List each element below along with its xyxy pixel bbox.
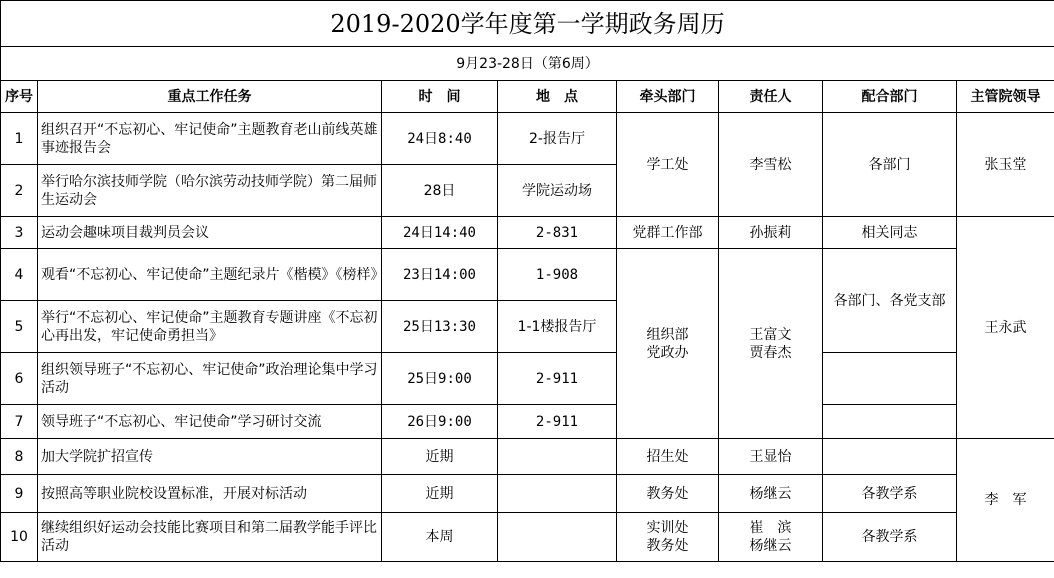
header-no: 序号 xyxy=(1,81,38,113)
coop-dept-cell xyxy=(823,439,957,475)
row-time: 25日13:30 xyxy=(382,301,498,353)
table-row xyxy=(1,113,1054,165)
row-no: 7 xyxy=(1,405,38,439)
row-time: 近期 xyxy=(382,439,498,475)
row-task: 组织召开“不忘初心、牢记使命”主题教育老山前线英雄事迹报告会 xyxy=(38,113,382,165)
row-place xyxy=(498,439,617,475)
owner-cell: 李雪松 xyxy=(719,113,823,217)
lead-dept-cell: 党群工作部 xyxy=(617,217,719,249)
owner-cell: 王显怡 xyxy=(719,439,823,475)
row-place: 2-831 xyxy=(498,217,617,249)
header-leader: 主管院领导 xyxy=(957,81,1054,113)
lead-dept-cell: 教务处 xyxy=(617,475,719,513)
document-title: 2019-2020学年度第一学期政务周历 xyxy=(1,1,1054,47)
table-row xyxy=(1,513,1054,562)
row-no: 4 xyxy=(1,249,38,301)
table-row xyxy=(1,353,1054,405)
header-row xyxy=(1,81,1054,113)
row-task: 继续组织好运动会技能比赛项目和第二届教学能手评比活动 xyxy=(38,513,382,562)
table-row xyxy=(1,249,1054,301)
row-time: 近期 xyxy=(382,475,498,513)
row-place: 2-911 xyxy=(498,405,617,439)
row-place: 2-报告厅 xyxy=(498,113,617,165)
row-time: 本周 xyxy=(382,513,498,562)
row-place: 学院运动场 xyxy=(498,165,617,217)
coop-dept-cell: 各部门 xyxy=(823,113,957,217)
row-task: 按照高等职业院校设置标准，开展对标活动 xyxy=(38,475,382,513)
lead-dept-cell: 学工处 xyxy=(617,113,719,217)
row-time: 24日8:40 xyxy=(382,113,498,165)
row-task: 举行哈尔滨技师学院（哈尔滨劳动技师学院）第二届师生运动会 xyxy=(38,165,382,217)
row-place xyxy=(498,513,617,562)
row-time: 26日9:00 xyxy=(382,405,498,439)
leader-cell: 王永武 xyxy=(957,217,1054,439)
header-place: 地 点 xyxy=(498,81,617,113)
row-task: 领导班子“不忘初心、牢记使命”学习研讨交流 xyxy=(38,405,382,439)
table-row xyxy=(1,475,1054,513)
row-place: 1-908 xyxy=(498,249,617,301)
row-time: 24日14:40 xyxy=(382,217,498,249)
table-row xyxy=(1,405,1054,439)
row-no: 3 xyxy=(1,217,38,249)
owner-cell: 孙振莉 xyxy=(719,217,823,249)
row-no: 10 xyxy=(1,513,38,562)
coop-dept-cell: 各教学系 xyxy=(823,475,957,513)
owner-cell: 杨继云 xyxy=(719,475,823,513)
row-no: 6 xyxy=(1,353,38,405)
lead-dept-cell: 实训处 教务处 xyxy=(617,513,719,562)
header-owner: 责任人 xyxy=(719,81,823,113)
coop-dept-cell xyxy=(823,353,957,405)
row-task: 举行“不忘初心、牢记使命”主题教育专题讲座《不忘初心再出发，牢记使命勇担当》 xyxy=(38,301,382,353)
row-time: 25日9:00 xyxy=(382,353,498,405)
row-no: 1 xyxy=(1,113,38,165)
row-task: 运动会趣味项目裁判员会议 xyxy=(38,217,382,249)
row-place: 2-911 xyxy=(498,353,617,405)
row-no: 8 xyxy=(1,439,38,475)
row-time: 28日 xyxy=(382,165,498,217)
leader-cell: 李 军 xyxy=(957,439,1054,562)
header-task: 重点工作任务 xyxy=(38,81,382,113)
row-no: 5 xyxy=(1,301,38,353)
coop-dept-cell xyxy=(823,405,957,439)
row-place: 1-1楼报告厅 xyxy=(498,301,617,353)
week-range-subtitle: 9月23-28日（第6周） xyxy=(1,47,1054,81)
owner-cell: 崔 滨 杨继云 xyxy=(719,513,823,562)
lead-dept-cell: 组织部 党政办 xyxy=(617,249,719,439)
leader-cell: 张玉堂 xyxy=(957,113,1054,217)
coop-dept-cell: 各教学系 xyxy=(823,513,957,562)
row-no: 2 xyxy=(1,165,38,217)
owner-cell: 王富文 贾春杰 xyxy=(719,249,823,439)
lead-dept-cell: 招生处 xyxy=(617,439,719,475)
table-row xyxy=(1,439,1054,475)
row-place xyxy=(498,475,617,513)
header-coop-dept: 配合部门 xyxy=(823,81,957,113)
coop-dept-cell: 相关同志 xyxy=(823,217,957,249)
coop-dept-cell: 各部门、各党支部 xyxy=(823,249,957,353)
header-lead-dept: 牵头部门 xyxy=(617,81,719,113)
row-task: 观看“不忘初心、牢记使命”主题纪录片《楷模》《榜样》 xyxy=(38,249,382,301)
row-task: 加大学院扩招宣传 xyxy=(38,439,382,475)
table-row xyxy=(1,217,1054,249)
row-time: 23日14:00 xyxy=(382,249,498,301)
row-no: 9 xyxy=(1,475,38,513)
row-task: 组织领导班子“不忘初心、牢记使命”政治理论集中学习活动 xyxy=(38,353,382,405)
header-time: 时 间 xyxy=(382,81,498,113)
